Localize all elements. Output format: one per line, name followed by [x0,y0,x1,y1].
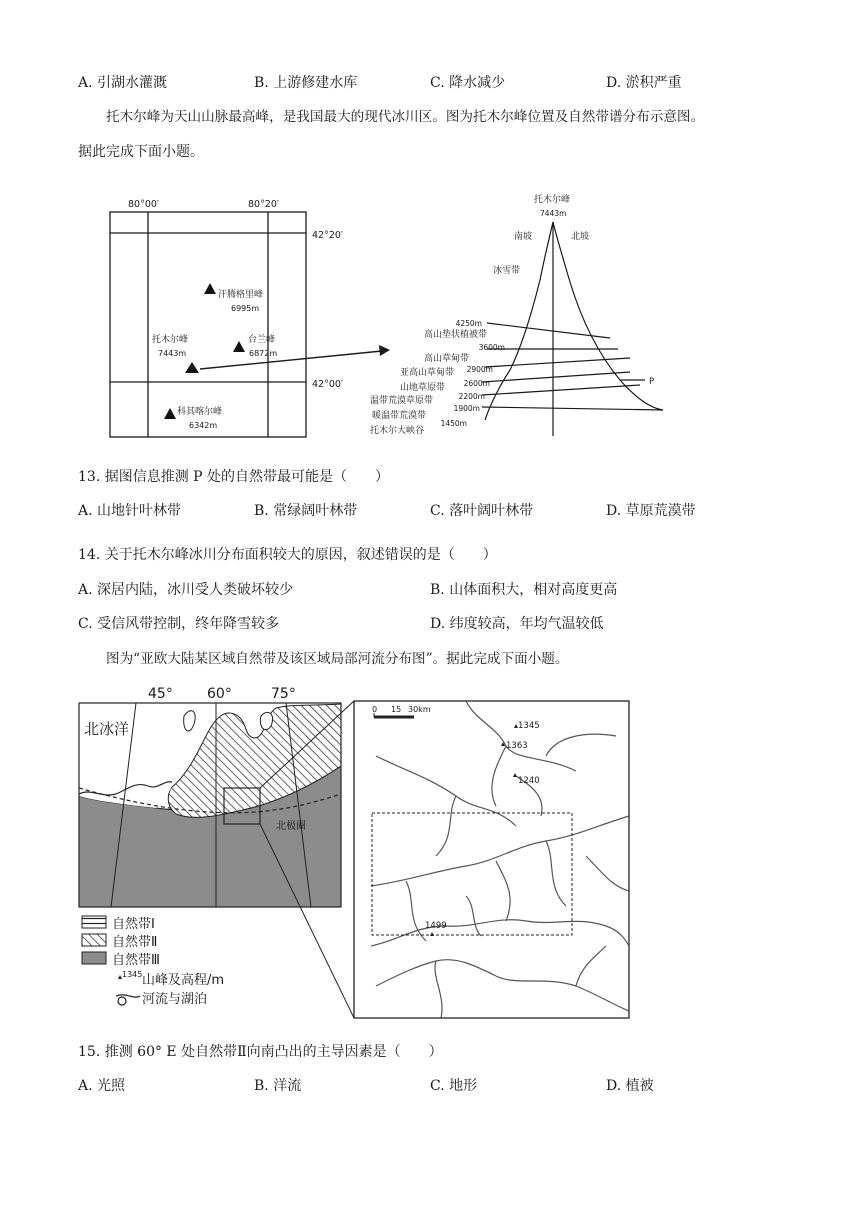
q13-option-c[interactable]: C. 落叶阔叶林带 [430,503,534,519]
arctic-circle-label: 北极圈 [276,821,306,832]
q15-option-c[interactable]: C. 地形 [430,1078,478,1094]
belt-name-tomur-canyon: 托木尔大峡谷 [370,426,425,436]
peak-elev-1499: 1499 [425,921,447,931]
belt-elev-2200: 2200m [458,392,485,401]
q13-option-b[interactable]: B. 常绿阔叶林带 [254,503,358,519]
scale-30km: 30km [408,705,431,714]
belt-name-alpine-meadow: 高山草甸带 [424,354,470,364]
q14-option-c[interactable]: C. 受信风带控制，终年降雪较多 [78,616,280,632]
q14-stem: 14. 关于托木尔峰冰川分布面积较大的原因，叙述错误的是（ ） [78,547,497,563]
q15-stem: 15. 推测 60° E 处自然带Ⅱ向南凸出的主导因素是（ ） [78,1044,443,1060]
passage-1-line-2: 据此完成下面小题。 [78,144,204,160]
arrowhead-icon [379,345,390,356]
q15-option-d[interactable]: D. 植被 [606,1078,654,1094]
figure-tomur-location-and-vegetation-zones [100,190,680,440]
peak-elev-hantengri: 6995m [231,304,260,313]
legend [82,916,224,1007]
peak-triangle-icon [164,408,176,419]
peak-triangle-icon [185,362,199,373]
lon-label-80-20: 80°20′ [248,199,280,210]
lon-label-45: 45° [148,686,173,702]
passage-1-line-1: 托木尔峰为天山山脉最高峰，是我国最大的现代冰川区。图为托木尔峰位置及自然带谱分布示意图。 [106,109,705,125]
profile-peak-elev: 7443m [540,209,567,218]
lat-label-42-00: 42°00′ [312,379,344,390]
p-point-label: P [649,377,655,387]
belt-elev-3600: 3600m [478,343,505,352]
q15-option-b[interactable]: B. 洋流 [254,1078,302,1094]
lat-label-42-20: 42°20′ [312,230,344,241]
peak-elev-1240: 1240 [518,776,540,786]
lon-label-80-00: 80°00′ [128,199,160,210]
inset-river-map [354,701,629,1018]
island-icon [260,712,272,729]
q13-option-d[interactable]: D. 草原荒漠带 [606,503,696,519]
lon-label-75: 75° [271,686,296,702]
belt-name-temperate-desert-steppe: 温带荒漠草原带 [370,396,434,406]
south-slope-label: 南坡 [514,232,533,242]
peak-elev-tomur: 7443m [158,349,187,358]
belt-name-alpine-cushion: 高山垫状植被带 [424,330,488,340]
peak-elev-tailan: 6872m [249,349,278,358]
q12-option-c: C. 降水减少 [430,75,506,91]
lon-label-60: 60° [207,686,232,702]
belt-elev-1450: 1450m [440,419,467,428]
river-lake-icon [116,995,140,997]
belt-elev-2900: 2900m [466,365,493,374]
snow-zone-label: 冰雪带 [493,266,521,276]
q13-option-a[interactable]: A. 山地针叶林带 [78,503,182,519]
peak-name-kqikar: 科其喀尔峰 [177,407,223,417]
belt-name-warm-temperate-desert: 暖温带荒漠带 [372,411,427,421]
legend-zone-ii: 自然带Ⅱ [112,935,158,950]
peak-name-tailan: 台兰峰 [248,335,276,345]
scale-15: 15 [391,705,402,714]
peak-triangle-icon [204,283,216,294]
q14-option-d[interactable]: D. 纬度较高，年均气温较低 [430,616,604,632]
passage-2: 图为“亚欧大陆某区域自然带及该区域局部河流分布图”。据此完成下面小题。 [106,651,569,667]
q15-option-a[interactable]: A. 光照 [78,1078,126,1094]
peak-name-hantengri: 汗腾格里峰 [218,290,264,300]
north-slope-label: 北坡 [571,232,590,242]
belt-elev-2600: 2600m [463,379,490,388]
legend-peak: 山峰及高程/m [142,973,225,988]
legend-peak-elev-sample: 1345 [122,970,143,979]
q12-option-a: A. 引湖水灌溉 [78,75,168,91]
ocean-label: 北冰洋 [84,720,130,738]
peak-elev-1363: 1363 [506,741,528,751]
q12-option-d: D. 淤积严重 [606,75,682,91]
location-map [110,212,306,437]
q14-option-a[interactable]: A. 深居内陆，冰川受人类破坏较少 [78,582,294,598]
scale-0: 0 [372,705,378,714]
belt-name-subalpine-meadow: 亚高山草甸带 [400,368,455,378]
q14-option-b[interactable]: B. 山体面积大，相对高度更高 [430,582,618,598]
profile-peak-name: 托木尔峰 [534,195,571,205]
belt-elev-4250: 4250m [455,319,482,328]
legend-zone-i: 自然带Ⅰ [112,917,155,932]
legend-zone-iii: 自然带Ⅲ [112,953,160,968]
belt-elev-1900: 1900m [453,404,480,413]
legend-river-lake: 河流与湖泊 [142,992,208,1007]
q12-option-b: B. 上游修建水库 [254,75,358,91]
peak-triangle-icon [233,341,245,352]
peak-elev-1345: 1345 [518,721,540,731]
connector-arrow [200,351,382,369]
peak-elev-kqikar: 6342m [189,421,218,430]
q13-stem: 13. 据图信息推测 P 处的自然带最可能是（ ） [78,469,390,485]
figure-eurasia-natural-zones [76,676,636,1021]
peak-name-tomur: 托木尔峰 [152,335,189,345]
belt-name-mountain-steppe: 山地草原带 [400,383,446,393]
mountain-profile [482,222,663,436]
